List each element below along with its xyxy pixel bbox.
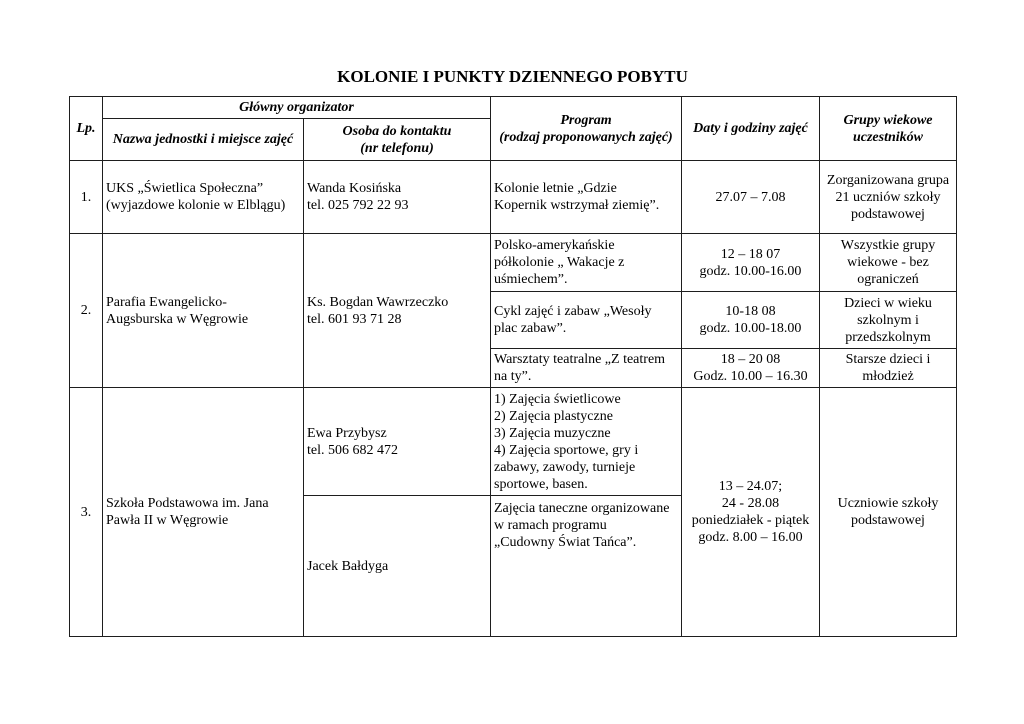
table-header [70,97,957,161]
row1-unit: UKS „Świetlica Społeczna” (wyjazdowe kolonie w Elblągu) [103,161,304,234]
row2-dates-2: 10-18 08 godz. 10.00-18.00 [682,292,820,349]
table-row [70,161,957,234]
header-program: Program (rodzaj proponowanych zajęć) [491,97,682,161]
row1-program: Kolonie letnie „Gdzie Kopernik wstrzymał ziemię”. [491,161,682,234]
row3-contact-2: Jacek Bałdyga [304,496,491,637]
row2-lp: 2. [70,234,103,388]
row2-program-2: Cykl zajęć i zabaw „Wesoły plac zabaw”. [491,292,682,349]
row2-program-1: Polsko-amerykańskie półkolonie „ Wakacje z uśmiechem”. [491,234,682,292]
row2-age-group-1: Wszystkie grupy wiekowe - bez ograniczeń [820,234,957,292]
row1-dates: 27.07 – 7.08 [682,161,820,234]
row3-program-1: 1) Zajęcia świetlicowe 2) Zajęcia plastyczne 3) Zajęcia muzyczne 4) Zajęcia sportowe, gry i zabawy, zawody, turnieje sportowe, basen. [491,388,682,496]
row2-age-group-2: Dzieci w wieku szkolnym i przedszkolnym [820,292,957,349]
row2-age-group-3: Starsze dzieci i młodzież [820,349,957,388]
row3-lp: 3. [70,388,103,637]
header-dates: Daty i godziny zajęć [682,97,820,161]
header-main-organizer: Główny organizator [103,97,491,119]
header-contact-person: Osoba do kontaktu (nr telefonu) [304,119,491,161]
row1-contact: Wanda Kosińska tel. 025 792 22 93 [304,161,491,234]
table-row [70,388,957,496]
row2-dates-1: 12 – 18 07 godz. 10.00-16.00 [682,234,820,292]
row2-unit: Parafia Ewangelicko- Augsburska w Węgrowie [103,234,304,388]
row2-program-3: Warsztaty teatralne „Z teatrem na ty”. [491,349,682,388]
row1-lp: 1. [70,161,103,234]
header-age-groups: Grupy wiekowe uczestników [820,97,957,161]
row3-age-group: Uczniowie szkoły podstawowej [820,388,957,637]
colonies-table [69,96,957,637]
row3-unit: Szkoła Podstawowa im. Jana Pawła II w Węgrowie [103,388,304,637]
header-row-top [70,97,957,119]
header-unit-name: Nazwa jednostki i miejsce zajęć [103,119,304,161]
table-body [70,161,957,637]
header-lp: Lp. [70,97,103,161]
row2-contact: Ks. Bogdan Wawrzeczko tel. 601 93 71 28 [304,234,491,388]
table-row [70,234,957,292]
row2-dates-3: 18 – 20 08 Godz. 10.00 – 16.30 [682,349,820,388]
row3-contact-1: Ewa Przybysz tel. 506 682 472 [304,388,491,496]
document-title: KOLONIE I PUNKTY DZIENNEGO POBYTU [337,67,688,86]
row3-dates: 13 – 24.07; 24 - 28.08 poniedziałek - piątek godz. 8.00 – 16.00 [682,388,820,637]
row3-program-2: Zajęcia taneczne organizowane w ramach programu „Cudowny Świat Tańca”. [491,496,682,637]
row1-age-group: Zorganizowana grupa 21 uczniów szkoły podstawowej [820,161,957,234]
